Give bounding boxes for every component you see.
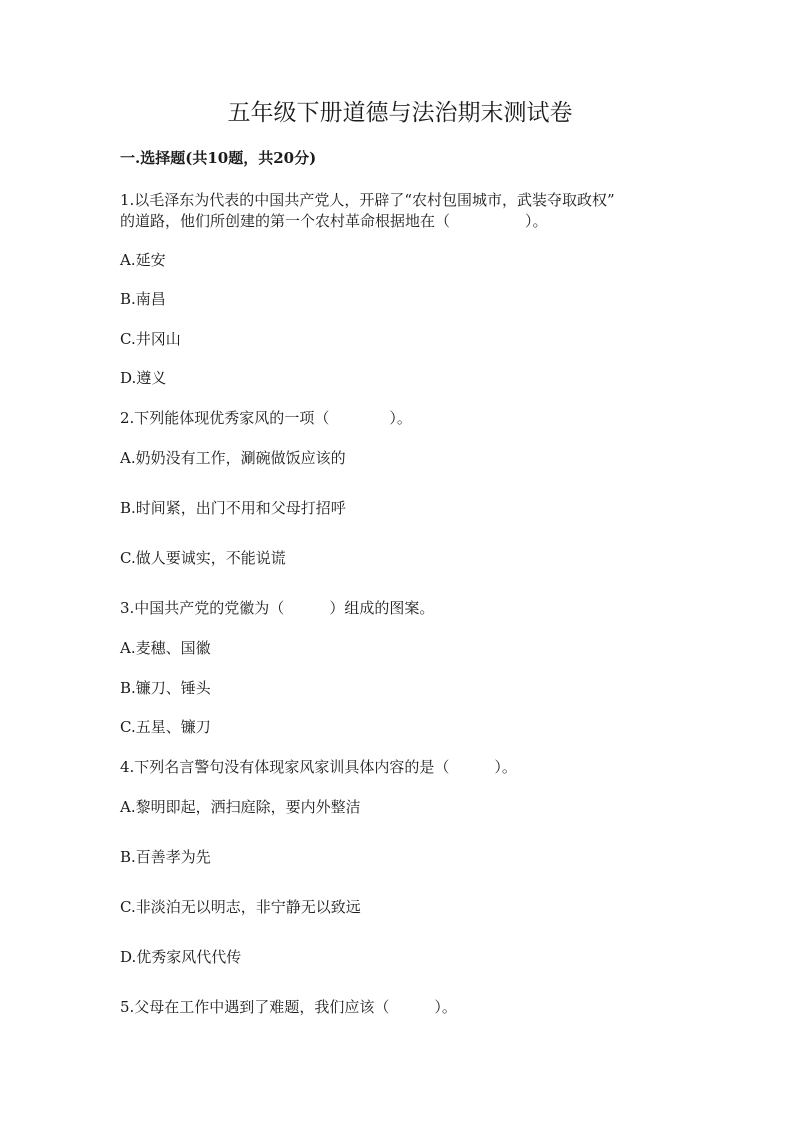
question-stem: 5.父母在工作中遇到了难题，我们应该（ ）。 [120, 998, 457, 1016]
question-stem: 的道路，他们所创建的第一个农村革命根据地在（ ）。 [120, 212, 548, 230]
page-title: 五年级下册道德与法治期末测试卷 [227, 100, 573, 126]
option-a: A.黎明即起，洒扫庭除，要内外整洁 [120, 798, 361, 816]
option-a: A.奶奶没有工作，涮碗做饭应该的 [120, 449, 346, 467]
option-c: C.做人要诚实，不能说谎 [120, 549, 286, 567]
option-b: B.百善孝为先 [120, 848, 211, 866]
question-stem: 1.以毛泽东为代表的中国共产党人，开辟了“农村包围城市，武装夺取政权” [120, 191, 615, 209]
option-d: D.优秀家风代代传 [120, 948, 242, 966]
question-stem: 4.下列名言警句没有体现家风家训具体内容的是（ ）。 [120, 758, 517, 776]
option-d: D.遵义 [120, 369, 167, 387]
option-c: C.五星、镰刀 [120, 718, 211, 736]
question-stem: 2.下列能体现优秀家风的一项（ ）。 [120, 409, 412, 427]
option-a: A.延安 [120, 251, 166, 269]
option-c: C.非淡泊无以明志，非宁静无以致远 [120, 898, 361, 916]
option-c: C.井冈山 [120, 330, 181, 348]
option-b: B.南昌 [120, 290, 166, 308]
option-b: B.镰刀、锤头 [120, 679, 211, 697]
question-stem: 3.中国共产党的党徽为（ ）组成的图案。 [120, 599, 435, 617]
section-heading: 一.选择题(共10题，共20分) [120, 149, 317, 167]
option-b: B.时间紧，出门不用和父母打招呼 [120, 499, 346, 517]
option-a: A.麦穗、国徽 [120, 639, 211, 657]
